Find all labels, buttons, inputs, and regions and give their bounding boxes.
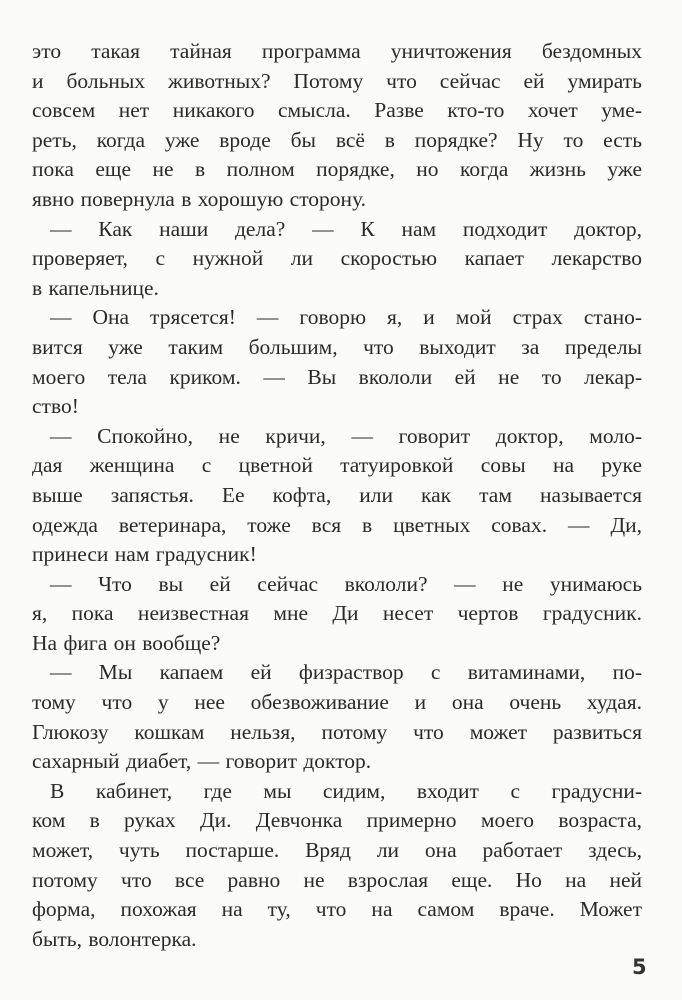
page-body-text xyxy=(32,37,642,954)
text-line: в капельнице. xyxy=(32,275,159,300)
text-line: и больных животных? Потому что сейчас ей умирать xyxy=(32,68,642,93)
text-line: — Как наши дела? — К нам подходит доктор, xyxy=(50,216,642,241)
text-line: потому что все равно не взрослая еще. Но на ней xyxy=(32,867,642,892)
text-line: — Она трясется! — говорю я, и мой страх стано- xyxy=(50,305,642,330)
text-line: — Что вы ей сейчас вкололи? — не унимаюсь xyxy=(50,571,642,596)
text-line: дая женщина с цветной татуировкой совы на руке xyxy=(32,453,642,478)
text-line: это такая тайная программа уничтожения бездомных xyxy=(32,39,642,63)
page-number: 5 xyxy=(632,955,647,979)
text-line: форма, похожая на ту, что на самом враче. Может xyxy=(32,897,642,922)
text-line: На фига он вообще? xyxy=(32,630,221,655)
text-line: быть, волонтерка. xyxy=(32,926,197,951)
text-line: реть, когда уже вроде бы всё в порядке? Ну то есть xyxy=(32,127,642,152)
text-line: сахарный диабет, — говорит доктор. xyxy=(32,749,372,774)
text-line: тому что у нее обезвоживание и она очень худая. xyxy=(32,690,642,715)
text-line: я, пока неизвестная мне Ди несет чертов градусник. xyxy=(32,601,642,626)
text-line: может, чуть постарше. Вряд ли она работает здесь, xyxy=(32,838,642,863)
text-line: — Спокойно, не кричи, — говорит доктор, моло- xyxy=(50,423,642,448)
text-line: вится уже таким большим, что выходит за пределы xyxy=(32,334,642,359)
text-line: Глюкозу кошкам нельзя, потому что может развиться xyxy=(32,719,642,744)
text-line: одежда ветеринара, тоже вся в цветных совах. — Ди, xyxy=(32,512,642,537)
text-line: выше запястья. Ее кофта, или как там называется xyxy=(32,482,642,507)
text-line: проверяет, с нужной ли скоростью капает лекарство xyxy=(32,246,642,271)
text-line: — Мы капаем ей физраствор с витаминами, по- xyxy=(50,660,642,685)
text-line: В кабинет, где мы сидим, входит с градусни- xyxy=(50,778,642,803)
text-line: принеси нам градусник! xyxy=(32,542,257,567)
text-line: моего тела криком. — Вы вкололи ей не то лекар- xyxy=(32,364,642,389)
text-line: ство! xyxy=(32,394,79,419)
text-line: ком в руках Ди. Девчонка примерно моего возраста, xyxy=(32,808,642,833)
text-line: явно повернула в хорошую сторону. xyxy=(32,186,367,211)
text-line: пока еще не в полном порядке, но когда жизнь уже xyxy=(32,157,642,182)
text-line: совсем нет никакого смысла. Разве кто-то хочет уме- xyxy=(32,98,642,123)
